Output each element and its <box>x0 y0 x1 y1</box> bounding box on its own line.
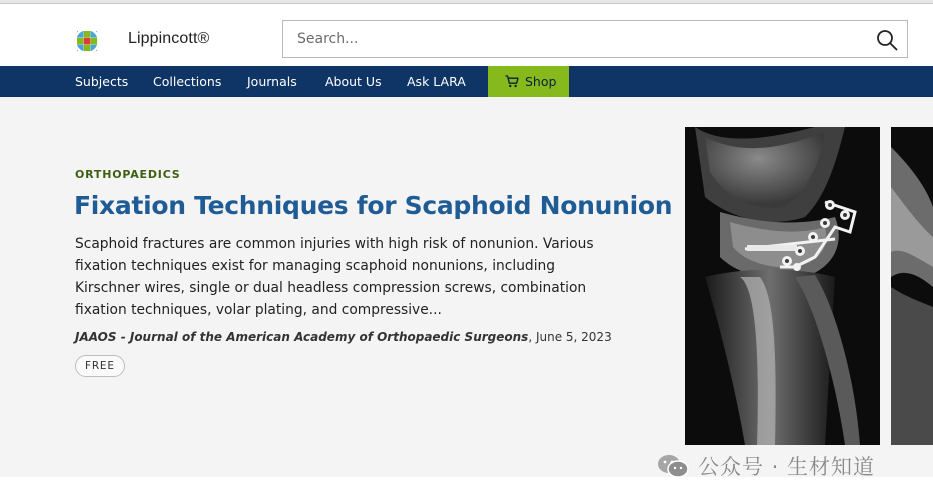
cart-icon <box>505 75 519 88</box>
article-xray-image[interactable] <box>685 127 880 445</box>
article-xray-image-secondary[interactable] <box>891 127 933 445</box>
search-box <box>282 20 908 58</box>
watermark-text: 公众号 · 生材知道 <box>698 455 876 479</box>
search-input[interactable] <box>283 21 863 57</box>
article-journal[interactable]: JAAOS - Journal of the American Academy of Orthopaedic Surgeons <box>75 330 529 344</box>
article-date: June 5, 2023 <box>535 330 612 344</box>
article-title[interactable]: Fixation Techniques for Scaphoid Nonunion <box>74 191 673 220</box>
article-citation <box>75 330 612 344</box>
nav-ask-lara[interactable]: Ask LARA <box>407 74 466 89</box>
wolters-kluwer-logo-icon[interactable] <box>74 28 100 54</box>
nav-collections[interactable]: Collections <box>153 74 222 89</box>
nav-journals[interactable]: Journals <box>247 74 297 89</box>
main-nav <box>0 66 933 97</box>
page-bottom <box>0 477 933 504</box>
watermark <box>656 451 875 481</box>
citation-separator: , <box>528 330 536 344</box>
search-icon[interactable] <box>875 28 899 52</box>
wechat-icon <box>656 453 690 479</box>
nav-about-us[interactable]: About Us <box>325 74 382 89</box>
site-header <box>0 4 933 66</box>
nav-shop-button[interactable] <box>488 66 569 97</box>
nav-subjects[interactable]: Subjects <box>75 74 129 89</box>
article-category[interactable]: ORTHOPAEDICS <box>75 168 181 181</box>
featured-article <box>0 97 933 477</box>
free-badge: FREE <box>75 355 125 377</box>
article-summary: Scaphoid fractures are common injuries with high risk of nonunion. Various fixation techniques exist for managing scaphoid nonunions, including Kirschner wires, single or dual headless compression screws, combination fixation techniques, volar plating, and compressive... <box>75 236 594 318</box>
brand-name[interactable]: Lippincott® <box>128 30 210 47</box>
nav-shop-label: Shop <box>525 74 557 89</box>
